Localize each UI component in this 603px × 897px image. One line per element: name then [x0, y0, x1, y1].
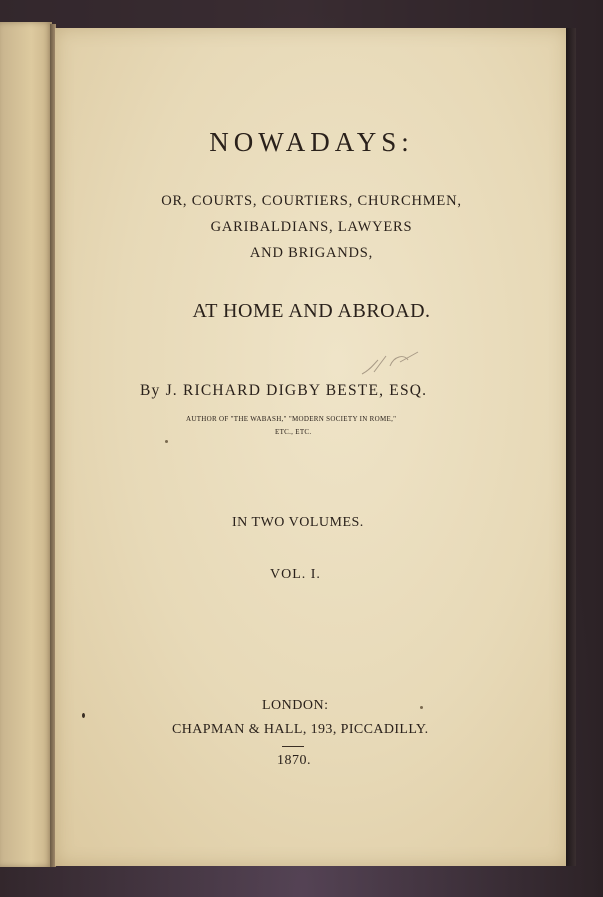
imprint-publisher: CHAPMAN & HALL, 193, PICCADILLY.	[172, 722, 429, 737]
subtitle-line-1: OR, COURTS, COURTIERS, CHURCHMEN,	[161, 193, 462, 209]
author-credits-line-1: AUTHOR OF "THE WABASH," "MODERN SOCIETY IN ROME,"	[186, 415, 397, 423]
subtitle-line-2: GARIBALDIANS, LAWYERS	[210, 219, 413, 235]
foxing-spot	[82, 713, 85, 718]
imprint-rule	[282, 746, 304, 747]
subtitle-line-4: AT HOME AND ABROAD.	[192, 300, 431, 322]
volume-number: VOL. I.	[270, 567, 321, 582]
facing-page-edge	[0, 22, 52, 867]
foxing-spot	[165, 440, 168, 443]
author-credits-line-2: ETC., ETC.	[275, 428, 312, 436]
book-title: NOWADAYS:	[209, 127, 414, 157]
volumes-note: IN TWO VOLUMES.	[232, 515, 364, 530]
author-byline: By J. RICHARD DIGBY BESTE, ESQ.	[140, 382, 428, 399]
foxing-spot	[420, 706, 423, 709]
subtitle-line-3: AND BRIGANDS,	[249, 245, 374, 261]
pencil-mark-icon	[360, 350, 420, 378]
imprint-city: LONDON:	[262, 698, 329, 713]
imprint-year: 1870.	[277, 753, 311, 768]
